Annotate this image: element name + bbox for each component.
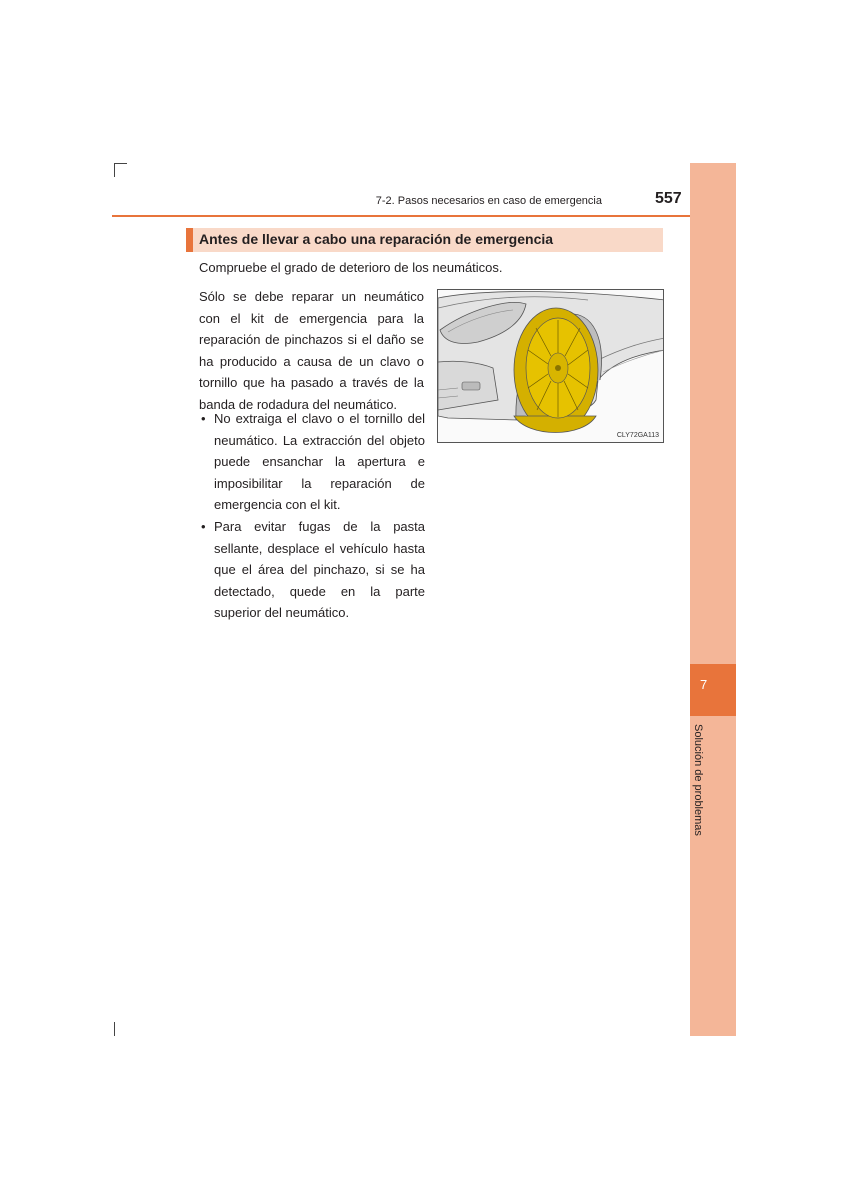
section-heading bbox=[186, 228, 663, 252]
chapter-side-tab bbox=[690, 163, 736, 1036]
car-tire-illustration bbox=[437, 289, 664, 443]
intro-text: Compruebe el grado de deterioro de los neumáticos. bbox=[199, 260, 503, 275]
bullet-dot: • bbox=[201, 411, 206, 426]
crop-mark-bottom-left-v bbox=[114, 1022, 115, 1036]
car-front-wheel-drawing bbox=[438, 290, 664, 443]
crop-mark-top-left-v bbox=[114, 163, 115, 177]
bullet-text: No extraiga el clavo o el tornillo del neumático. La extracción del objeto puede ensanchar la apertura e imposibilitar la reparación de emergencia con el kit. bbox=[214, 411, 425, 513]
running-header: 7-2. Pasos necesarios en caso de emergencia bbox=[375, 195, 602, 207]
list-item bbox=[199, 408, 425, 516]
page-number: 557 bbox=[655, 190, 682, 207]
chapter-number-box bbox=[690, 664, 736, 716]
section-heading-text: Antes de llevar a cabo una reparación de emergencia bbox=[199, 231, 554, 247]
crop-mark-top-left-h bbox=[114, 163, 127, 164]
header-rule bbox=[112, 215, 736, 217]
list-item bbox=[199, 516, 425, 624]
body-paragraph: Sólo se debe reparar un neumático con el kit de emergencia para la reparación de pinchazos si el daño se ha producido a causa de un clavo o tornillo que ha pasado a través de la banda de rodadura del neumático. bbox=[199, 289, 424, 412]
chapter-title: Solución de problemas bbox=[692, 724, 704, 836]
bullet-dot: • bbox=[201, 518, 206, 534]
chapter-number: 7 bbox=[700, 677, 708, 692]
figure-code: CLY72GA113 bbox=[616, 432, 659, 439]
bullet-text: Para evitar fugas de la pasta sellante, desplace el vehículo hasta que el área del pinchazo, si se ha detectado, quede en la parte superior del neumático. bbox=[214, 518, 425, 621]
bullet-list bbox=[199, 408, 425, 624]
